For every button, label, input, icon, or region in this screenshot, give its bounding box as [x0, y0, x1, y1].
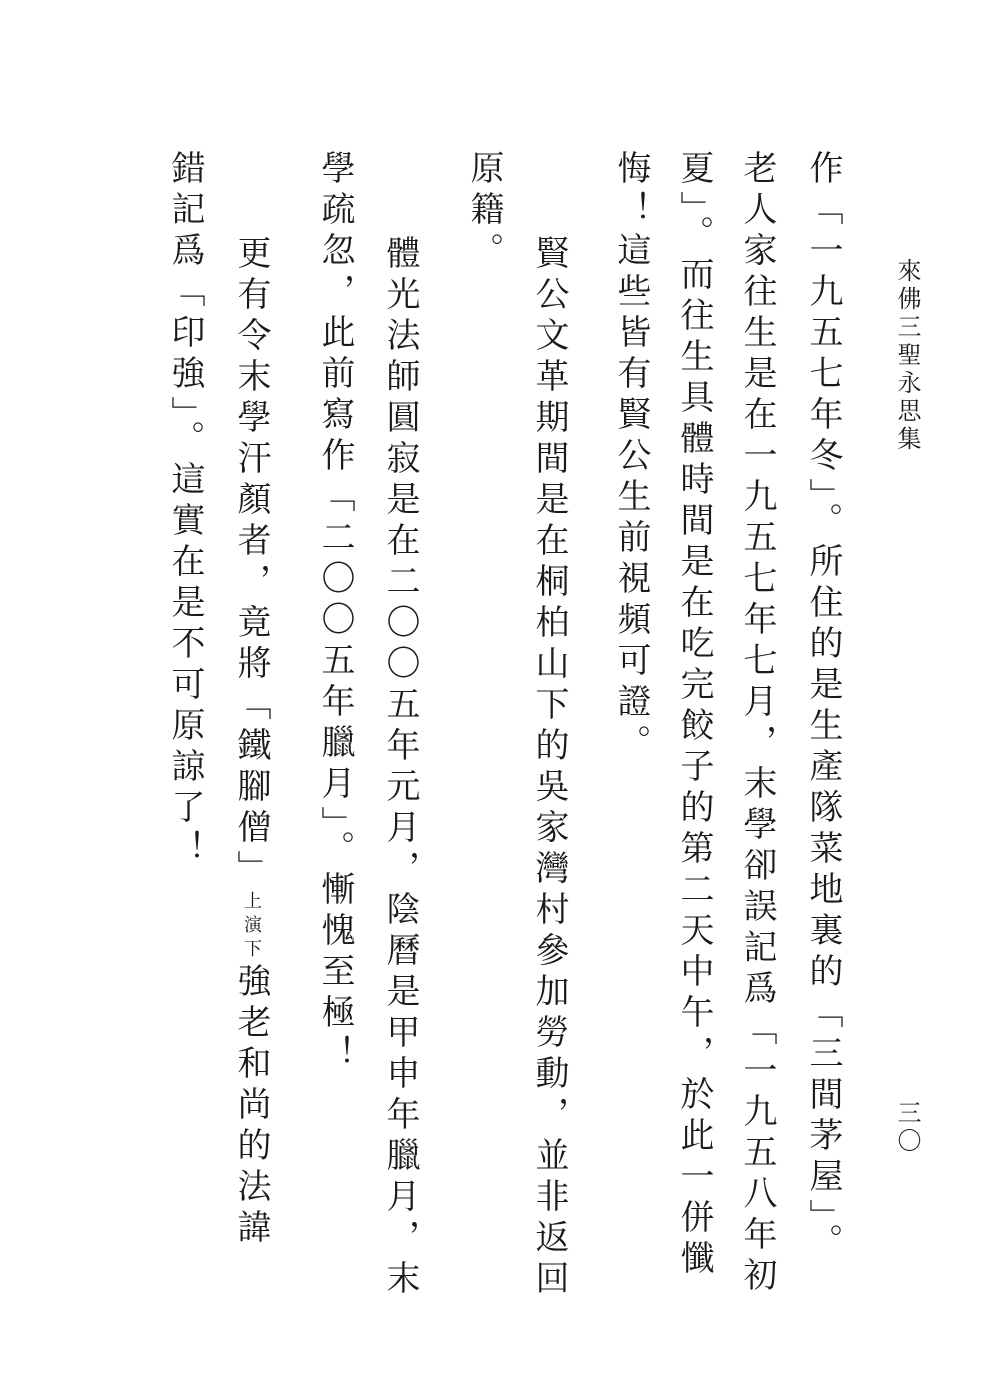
text-column-7: 體光法師圓寂是在二〇〇五年元月，陰曆是甲申年臘月，末: [380, 235, 420, 1301]
text-column-4: 悔！這些皆有賢公生前視頻可證。: [611, 150, 651, 765]
text-column-6: 原籍。: [464, 150, 504, 273]
text-column-3: 夏」。而往生具體時間是在吃完餃子的第二天中午，於此一併懺: [674, 150, 714, 1281]
column-9-text-after: 強老和尚的法諱: [231, 963, 271, 1250]
interlinear-annotation: 上演下: [241, 891, 262, 963]
text-column-9: [231, 235, 271, 1250]
text-column-2: 老人家往生是在一九五七年七月，末學卻誤記爲「一九五八年初: [737, 150, 777, 1298]
page-number: 三〇: [893, 1100, 921, 1156]
column-9-text-before: 更有令末學汗顏者，竟將「鐵腳僧」: [231, 235, 271, 891]
text-column-10: 錯記爲「印強」。這實在是不可原諒了！: [165, 150, 205, 871]
text-column-8: 學疏忽，此前寫作「二〇〇五年臘月」。慚愧至極！: [315, 150, 355, 1076]
text-column-1: 作「一九五七年冬」。所住的是生產隊菜地裏的「三間茅屋」。: [803, 150, 843, 1264]
text-column-5: 賢公文革期間是在桐柏山下的吳家灣村參加勞動，並非返回: [529, 235, 569, 1301]
book-title: 來佛三聖永思集: [893, 258, 921, 454]
